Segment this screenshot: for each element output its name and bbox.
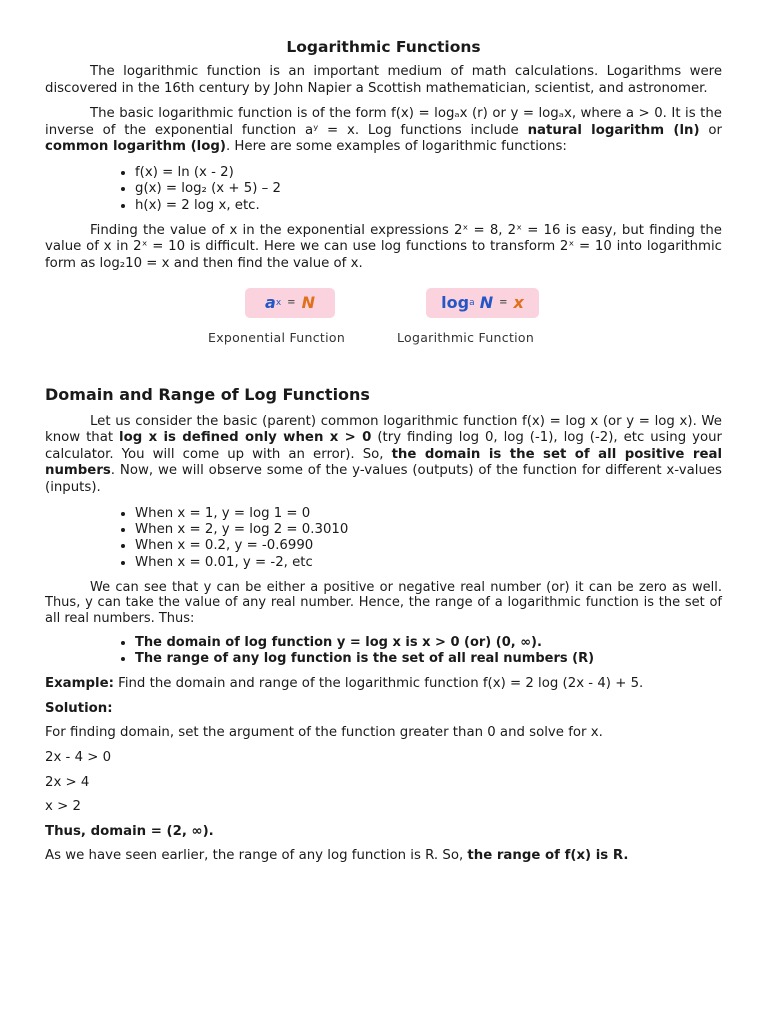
solution-step: x > 2 — [45, 799, 81, 815]
solution-step: 2x - 4 > 0 — [45, 750, 112, 766]
log-base: a — [469, 297, 475, 308]
equals-sign: = — [499, 297, 508, 309]
range-result-text: As we have seen earlier, the range of any log function is R. So, — [45, 848, 468, 864]
domain-p-text-d: . Now, we will observe some of the y-values (outputs) of the function for different x-values (inputs). — [45, 463, 722, 496]
page-title: Logarithmic Functions — [286, 38, 481, 56]
logarithmic-formula-box — [426, 288, 539, 318]
solution-step: 2x > 4 — [45, 774, 90, 790]
intro-paragraph-3: Finding the value of x in the exponential expressions 2ˣ = 8, 2ˣ = 16 is easy, but finding the value of x in 2ˣ = 10 is difficult. Here we can use log functions to transform 2ˣ = 10 into logarithmic form as log₂10 = x and then find the value of x. — [45, 222, 722, 272]
section-heading: Domain and Range of Log Functions — [45, 384, 370, 404]
exp-power: x — [275, 297, 282, 308]
domain-paragraph — [45, 414, 722, 497]
solution-intro: For finding domain, set the argument of the function greater than 0 and solve for x. — [45, 725, 603, 741]
domain-p-text-a: Let us consider the basic (parent) common logarithmic function f(x) = log x (or y = log x). We know that — [45, 413, 722, 446]
intro-p2-text-c: or — [699, 122, 722, 138]
example-statement — [45, 676, 722, 693]
document-page — [45, 38, 722, 873]
exponential-logarithmic-figure — [45, 279, 722, 371]
domain-result — [45, 824, 722, 841]
list-item: • f(x) = ln (x - 2) — [135, 165, 722, 181]
equals-sign: = — [287, 297, 296, 309]
examples-list — [45, 165, 722, 214]
log-word: log — [441, 293, 470, 313]
values-list — [45, 506, 722, 571]
exponential-caption: Exponential Function — [208, 329, 346, 345]
domain-p-bold-domain: the domain is the set of all positive real numbers — [45, 446, 722, 479]
logarithmic-caption: Logarithmic Function — [397, 329, 535, 345]
intro-p2-text-a: The basic logarithmic function is of the form f(x) = logₐx (r) or y = logₐx, where a > 0. It is the inverse of the exponential function aʸ = x. Log functions include — [45, 106, 722, 138]
intro-paragraph-2 — [45, 106, 722, 156]
example-section — [45, 676, 722, 865]
domain-p-text-c: (try finding log 0, log (-1), log (-2), etc using your calculator. You will come up with an error). So, — [45, 430, 722, 462]
list-item: • When x = 2, y = log 2 = 0.3010 — [135, 522, 722, 538]
summary-range: The range of any log function is the set of all real numbers (R) — [135, 651, 595, 667]
exp-base: a — [265, 293, 276, 313]
list-item: • When x = 0.2, y = -0.6990 — [135, 538, 722, 554]
summary-list — [45, 635, 722, 667]
log-result: x — [513, 293, 524, 313]
list-item: • When x = 1, y = log 1 = 0 — [135, 506, 722, 522]
example-text: Find the domain and range of the logarithmic function f(x) = 2 log (2x - 4) + 5. — [113, 676, 644, 692]
list-item: • g(x) = log₂ (x + 5) – 2 — [135, 181, 722, 197]
exponential-formula-box — [245, 288, 335, 318]
list-item — [135, 651, 722, 667]
intro-paragraph-1: The logarithmic function is an important medium of math calculations. Logarithms were discovered in the 16th century by John Napier a Scottish mathematician, scientist, and astronomer. — [45, 64, 722, 96]
summary-domain: The domain of log function y = log x is x > 0 (or) (0, ∞). — [135, 635, 542, 651]
list-item: • h(x) = 2 log x, etc. — [135, 198, 722, 214]
intro-p2-text-d: . Here are some examples of logarithmic functions: — [225, 139, 567, 155]
exp-result: N — [301, 293, 315, 313]
list-item: • When x = 0.01, y = -2, etc — [135, 555, 722, 571]
range-result — [45, 848, 722, 865]
domain-result-text: Thus, domain = (2, ∞). — [45, 823, 214, 839]
list-item — [135, 635, 722, 651]
intro-p2-bold-common-log: common logarithm (log) — [45, 139, 226, 155]
log-arg: N — [479, 293, 494, 313]
solution-label-text: Solution: — [45, 700, 113, 716]
example-label: Example: — [45, 676, 114, 692]
solution-label — [45, 701, 722, 718]
intro-p2-bold-natural-log: natural logarithm (ln) — [527, 122, 700, 138]
range-result-bold: the range of f(x) is R. — [467, 848, 629, 864]
range-paragraph: We can see that y can be either a positive or negative real number (or) it can be zero as well. Thus, y can take the value of any real number. Hence, the range of a logarithmic function is the set of all real numbers. Thus: — [45, 579, 722, 626]
domain-p-bold-defined: log x is defined only when x > 0 — [119, 430, 372, 446]
